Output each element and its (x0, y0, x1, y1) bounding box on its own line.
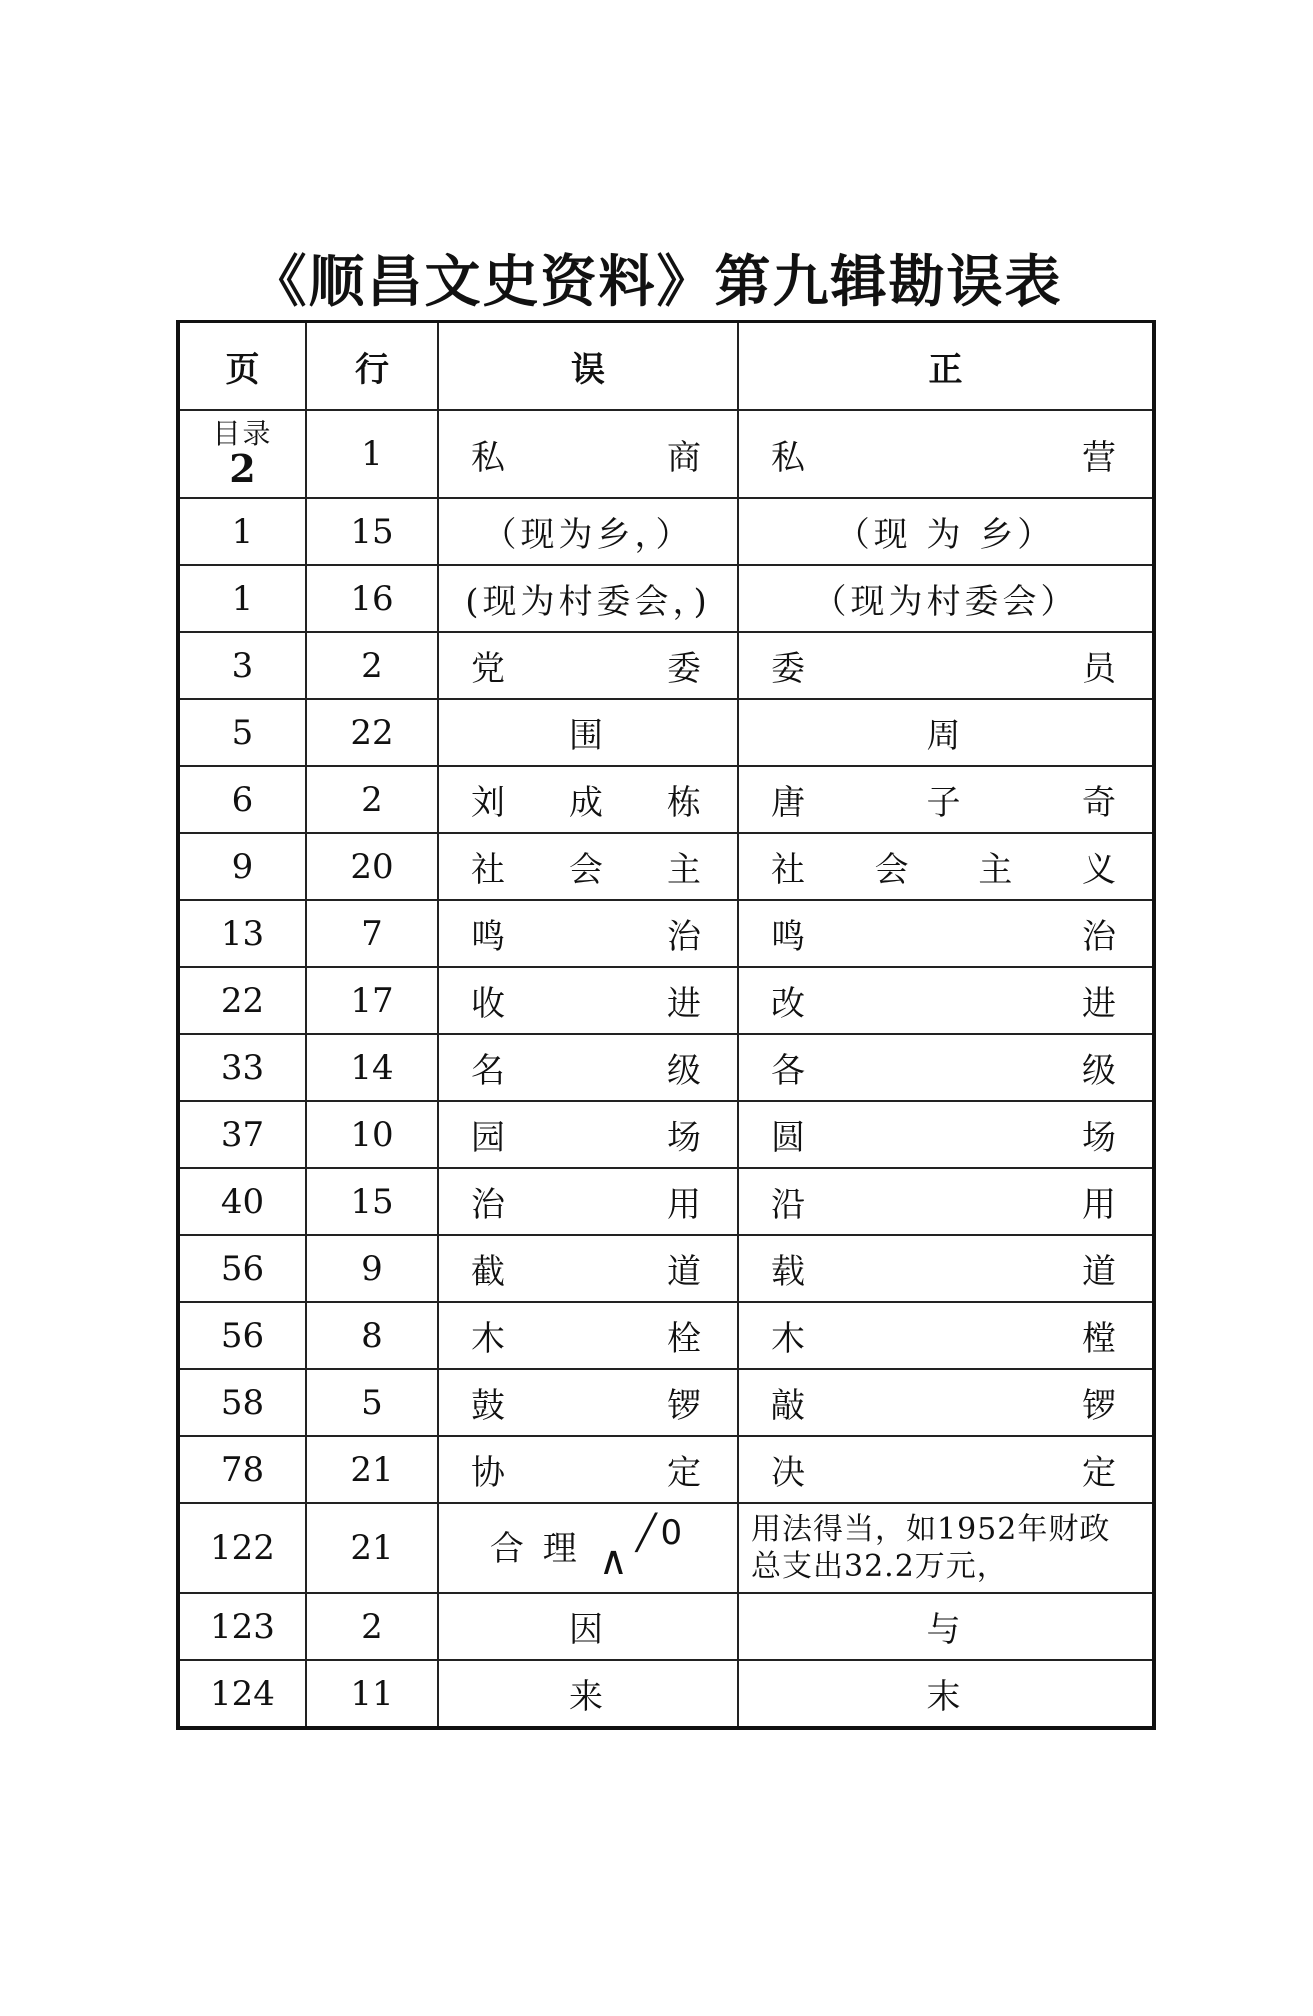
right-char: 决 (771, 1453, 809, 1493)
page-cell: 33 (178, 1034, 306, 1101)
line-cell: 2 (306, 1593, 438, 1660)
right-char: 治 (1082, 917, 1120, 957)
right-char: 义 (1081, 850, 1120, 890)
table-row (178, 1235, 1154, 1302)
table-row (178, 1168, 1154, 1235)
right-char: 鸣 (771, 917, 809, 957)
line-cell: 21 (306, 1436, 438, 1503)
wrong-char: 鼓 (471, 1386, 509, 1426)
wrong-cell (438, 1503, 738, 1593)
table-row (178, 565, 1154, 632)
table-row (178, 1101, 1154, 1168)
table-row (178, 967, 1154, 1034)
wrong-cell (438, 410, 738, 498)
right-cell: （现为村委会） (738, 565, 1154, 632)
wrong-char: 截 (471, 1252, 509, 1292)
wrong-char: 党 (471, 649, 509, 689)
line-cell: 8 (306, 1302, 438, 1369)
errata-table-container (176, 320, 1152, 1730)
right-cell (738, 1503, 1154, 1593)
wrong-cell (438, 833, 738, 900)
wrong-cell: 因 (438, 1593, 738, 1660)
right-cell (738, 1168, 1154, 1235)
right-cell (738, 967, 1154, 1034)
right-char: 木 (771, 1319, 809, 1359)
wrong-cell (438, 1034, 738, 1101)
table-row (178, 833, 1154, 900)
wrong-char: 治 (667, 917, 705, 957)
right-char: 道 (1082, 1252, 1120, 1292)
table-row (178, 1034, 1154, 1101)
wrong-char: 园 (471, 1118, 509, 1158)
wrong-char: 定 (667, 1453, 705, 1493)
wrong-cell (438, 766, 738, 833)
right-cell: 周 (738, 699, 1154, 766)
table-row (178, 632, 1154, 699)
line-cell: 10 (306, 1101, 438, 1168)
wrong-char: 场 (667, 1118, 705, 1158)
right-char: 用 (1082, 1185, 1120, 1225)
page-cell: 6 (178, 766, 306, 833)
header-page: 页 (178, 322, 306, 411)
table-row (178, 1660, 1154, 1728)
wrong-char: 鸣 (471, 917, 509, 957)
page-cell: 56 (178, 1235, 306, 1302)
right-text: 用法得当，如1952年财政总支出32.2万元， (751, 1511, 1111, 1584)
page-cell: 3 (178, 632, 306, 699)
wrong-char: 私 (471, 437, 509, 478)
right-char: 圆 (771, 1118, 809, 1158)
line-cell: 14 (306, 1034, 438, 1101)
page-cell: 122 (178, 1503, 306, 1593)
right-cell (738, 1369, 1154, 1436)
right-cell (738, 1101, 1154, 1168)
line-cell: 5 (306, 1369, 438, 1436)
wrong-text: 合 理 (489, 1528, 581, 1569)
page-cell: 9 (178, 833, 306, 900)
wrong-cell: 来 (438, 1660, 738, 1728)
page-cell: 1 (178, 498, 306, 565)
right-char: 载 (771, 1252, 809, 1292)
right-cell (738, 1302, 1154, 1369)
page-cell: 124 (178, 1660, 306, 1728)
line-cell: 15 (306, 498, 438, 565)
wrong-char: 治 (471, 1185, 509, 1225)
errata-table (176, 320, 1156, 1730)
wrong-char: 主 (667, 850, 705, 890)
right-char: 委 (771, 649, 809, 689)
right-char: 改 (771, 984, 809, 1024)
page-cell: 40 (178, 1168, 306, 1235)
table-row (178, 410, 1154, 498)
header-wrong: 误 (438, 322, 738, 411)
right-cell (738, 1436, 1154, 1503)
page-cell: 58 (178, 1369, 306, 1436)
page-cell: 56 (178, 1302, 306, 1369)
line-cell: 22 (306, 699, 438, 766)
wrong-cell: 围 (438, 699, 738, 766)
line-cell: 15 (306, 1168, 438, 1235)
line-cell: 17 (306, 967, 438, 1034)
document-title: 《顺昌文史资料》第九辑勘误表 (250, 249, 1063, 315)
wrong-cell (438, 1235, 738, 1302)
right-char: 员 (1082, 649, 1120, 689)
wrong-cell (438, 632, 738, 699)
right-cell (738, 632, 1154, 699)
page-cell: 37 (178, 1101, 306, 1168)
wrong-char: 商 (667, 437, 705, 478)
wrong-char: 栋 (667, 783, 705, 823)
wrong-cell (438, 1369, 738, 1436)
wrong-char: 级 (667, 1051, 705, 1091)
line-cell: 20 (306, 833, 438, 900)
table-row (178, 699, 1154, 766)
right-cell (738, 833, 1154, 900)
right-cell: 末 (738, 1660, 1154, 1728)
line-cell: 1 (306, 410, 438, 498)
wrong-cell: (现为村委会，) (438, 565, 738, 632)
page-cell: 13 (178, 900, 306, 967)
right-char: 各 (771, 1051, 809, 1091)
wrong-char: 委 (667, 649, 705, 689)
wrong-char: 协 (471, 1453, 509, 1493)
wrong-char: 用 (667, 1185, 705, 1225)
table-row (178, 1369, 1154, 1436)
table-row (178, 498, 1154, 565)
table-row (178, 766, 1154, 833)
wrong-char: 锣 (667, 1386, 705, 1426)
table-row (178, 1593, 1154, 1660)
wrong-cell (438, 1302, 738, 1369)
line-cell: 7 (306, 900, 438, 967)
right-char: 定 (1082, 1453, 1120, 1493)
right-char: 奇 (1082, 783, 1120, 823)
right-char: 锣 (1082, 1386, 1120, 1426)
table-row (178, 900, 1154, 967)
wrong-char: 收 (471, 984, 509, 1024)
wrong-char: 成 (569, 783, 607, 823)
wrong-cell (438, 1168, 738, 1235)
header-right: 正 (738, 322, 1154, 411)
insertion-caret-mark: ∧ (598, 1537, 632, 1584)
page-cell: 22 (178, 967, 306, 1034)
wrong-char: 会 (569, 850, 607, 890)
right-cell: （现 为 乡） (738, 498, 1154, 565)
line-cell: 2 (306, 766, 438, 833)
wrong-cell (438, 967, 738, 1034)
right-cell (738, 900, 1154, 967)
page-cell (178, 410, 306, 498)
wrong-char: 木 (471, 1319, 509, 1359)
right-cell (738, 1034, 1154, 1101)
insertion-note: ╱0 (635, 1512, 687, 1553)
line-cell: 11 (306, 1660, 438, 1728)
page-cell: 78 (178, 1436, 306, 1503)
right-char: 沿 (771, 1185, 809, 1225)
wrong-char: 栓 (667, 1319, 705, 1359)
right-cell (738, 766, 1154, 833)
table-row (178, 1503, 1154, 1593)
right-char: 营 (1082, 437, 1120, 478)
right-cell (738, 410, 1154, 498)
header-line: 行 (306, 322, 438, 411)
line-cell: 9 (306, 1235, 438, 1302)
line-cell: 21 (306, 1503, 438, 1593)
right-char: 唐 (771, 783, 809, 823)
line-cell: 2 (306, 632, 438, 699)
right-char: 主 (978, 850, 1017, 890)
right-cell (738, 1235, 1154, 1302)
table-row (178, 1436, 1154, 1503)
wrong-cell (438, 900, 738, 967)
wrong-cell: （现为乡，） (438, 498, 738, 565)
right-char: 子 (926, 783, 965, 823)
wrong-cell (438, 1436, 738, 1503)
table-row (178, 1302, 1154, 1369)
right-char: 场 (1082, 1118, 1120, 1158)
wrong-char: 进 (667, 984, 705, 1024)
wrong-char: 刘 (471, 783, 509, 823)
page-cell: 5 (178, 699, 306, 766)
wrong-cell (438, 1101, 738, 1168)
page-cell: 1 (178, 565, 306, 632)
right-cell: 与 (738, 1593, 1154, 1660)
wrong-char: 社 (471, 850, 509, 890)
right-char: 会 (874, 850, 913, 890)
toc-label: 目录 (212, 417, 273, 451)
wrong-char: 道 (667, 1252, 705, 1292)
page-cell: 123 (178, 1593, 306, 1660)
wrong-char: 名 (471, 1051, 509, 1091)
right-char: 樘 (1082, 1319, 1120, 1359)
right-char: 私 (771, 437, 809, 478)
right-char: 敲 (771, 1386, 809, 1426)
line-cell: 16 (306, 565, 438, 632)
right-char: 社 (771, 850, 809, 890)
right-char: 进 (1082, 984, 1120, 1024)
right-char: 级 (1082, 1051, 1120, 1091)
toc-page-number: 2 (229, 445, 256, 491)
header-row (178, 322, 1154, 411)
